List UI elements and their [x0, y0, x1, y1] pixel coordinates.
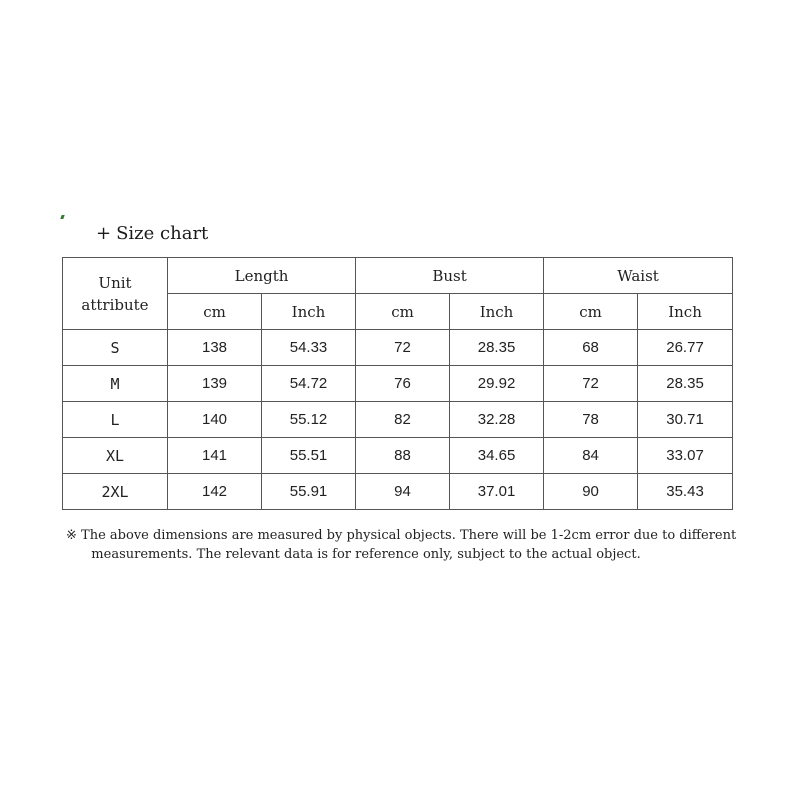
- bust-cm-cell: 88: [356, 438, 450, 474]
- length-cm-cell: 140: [168, 402, 262, 438]
- length-cm-cell: 142: [168, 474, 262, 510]
- unit-attribute-header: Unit attribute: [63, 258, 168, 330]
- length-cm-cell: 139: [168, 366, 262, 402]
- corner-mark: [60, 215, 64, 219]
- disclaimer-note: [66, 526, 736, 564]
- length-inch-header: Inch: [262, 294, 356, 330]
- waist-cm-cell: 68: [544, 330, 638, 366]
- waist-cm-cell: 72: [544, 366, 638, 402]
- page-title-text: Size chart: [116, 223, 209, 244]
- waist-cm-cell: 78: [544, 402, 638, 438]
- reference-mark-icon: ※: [66, 528, 77, 543]
- plus-icon: +: [96, 223, 112, 244]
- length-inch-cell: 54.72: [262, 366, 356, 402]
- table-header-row: [63, 258, 733, 294]
- bust-cm-cell: 82: [356, 402, 450, 438]
- waist-cm-cell: 90: [544, 474, 638, 510]
- size-label: L: [63, 402, 168, 438]
- bust-cm-header: cm: [356, 294, 450, 330]
- disclaimer-line-1: [66, 526, 736, 545]
- page-title: [96, 222, 208, 246]
- length-inch-cell: 55.12: [262, 402, 356, 438]
- bust-cm-cell: 72: [356, 330, 450, 366]
- bust-cm-cell: 94: [356, 474, 450, 510]
- bust-inch-cell: 28.35: [450, 330, 544, 366]
- size-label: 2XL: [63, 474, 168, 510]
- waist-header: Waist: [544, 258, 733, 294]
- size-label: S: [63, 330, 168, 366]
- waist-inch-cell: 33.07: [638, 438, 733, 474]
- waist-inch-cell: 35.43: [638, 474, 733, 510]
- size-label: XL: [63, 438, 168, 474]
- bust-inch-cell: 34.65: [450, 438, 544, 474]
- length-header: Length: [168, 258, 356, 294]
- length-cm-header: cm: [168, 294, 262, 330]
- waist-cm-header: cm: [544, 294, 638, 330]
- bust-inch-cell: 37.01: [450, 474, 544, 510]
- waist-inch-header: Inch: [638, 294, 733, 330]
- bust-inch-header: Inch: [450, 294, 544, 330]
- table-row: [63, 438, 733, 474]
- waist-inch-cell: 28.35: [638, 366, 733, 402]
- waist-inch-cell: 30.71: [638, 402, 733, 438]
- bust-inch-cell: 32.28: [450, 402, 544, 438]
- waist-cm-cell: 84: [544, 438, 638, 474]
- table-row: [63, 330, 733, 366]
- table-row: [63, 474, 733, 510]
- length-cm-cell: 138: [168, 330, 262, 366]
- length-inch-cell: 55.51: [262, 438, 356, 474]
- table-row: [63, 402, 733, 438]
- bust-cm-cell: 76: [356, 366, 450, 402]
- size-chart-table: [62, 257, 733, 510]
- bust-header: Bust: [356, 258, 544, 294]
- length-inch-cell: 54.33: [262, 330, 356, 366]
- waist-inch-cell: 26.77: [638, 330, 733, 366]
- table-row: [63, 366, 733, 402]
- length-cm-cell: 141: [168, 438, 262, 474]
- disclaimer-line-2: measurements. The relevant data is for reference only, subject to the actual object.: [91, 547, 641, 562]
- disclaimer-text-1: The above dimensions are measured by physical objects. There will be 1-2cm error due to different: [81, 528, 737, 543]
- size-label: M: [63, 366, 168, 402]
- length-inch-cell: 55.91: [262, 474, 356, 510]
- bust-inch-cell: 29.92: [450, 366, 544, 402]
